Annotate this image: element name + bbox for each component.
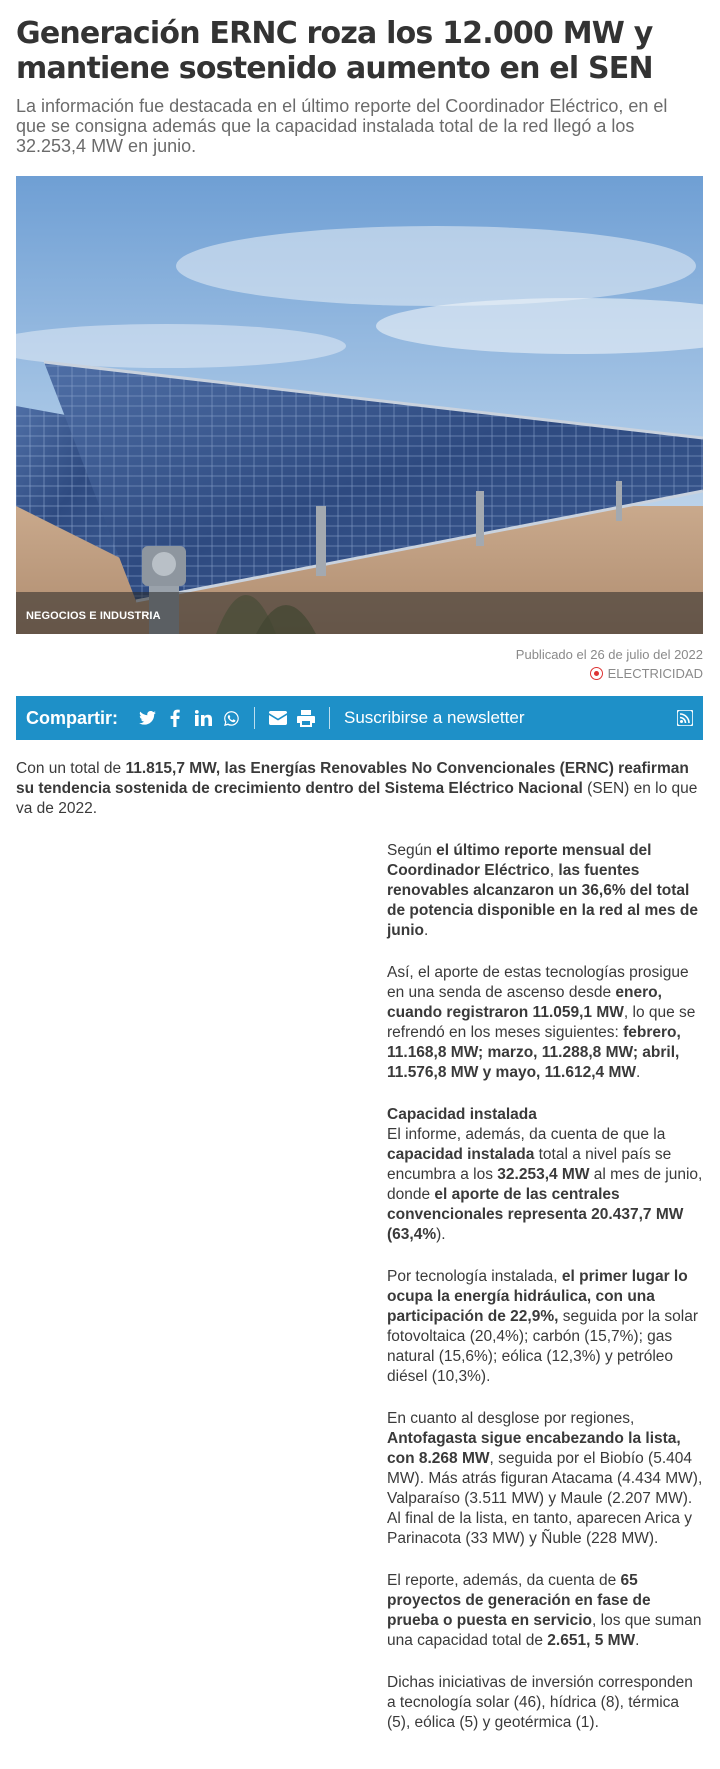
text-run: El informe, además, da cuenta de que la <box>387 1126 666 1143</box>
text-run: total a nivel país se encumbra a los <box>387 1146 672 1183</box>
body-paragraph <box>387 841 705 941</box>
bold-text: Antofagasta sigue encabezando la lista, con 8.268 MW <box>387 1430 681 1467</box>
share-bar <box>16 696 703 740</box>
text-run: . <box>635 1632 640 1649</box>
body-paragraph <box>387 1571 705 1651</box>
bold-text: el primer lugar lo ocupa la energía hidráulica, con una participación de 22,9%, <box>387 1268 688 1325</box>
twitter-icon[interactable] <box>138 709 156 727</box>
text-run: Con un total de <box>16 760 126 777</box>
body-paragraph <box>387 1105 705 1245</box>
body-paragraph <box>387 1673 705 1733</box>
category-label: ELECTRICIDAD <box>607 666 703 681</box>
rss-icon[interactable] <box>677 710 693 726</box>
text-run: Así, el aporte de estas tecnologías prosigue en una senda de ascenso desde <box>387 964 689 1001</box>
solar-panels-photo <box>16 176 703 634</box>
image-section-tag[interactable]: NEGOCIOS E INDUSTRIA <box>26 610 161 622</box>
text-run: al mes de junio, donde <box>387 1166 703 1203</box>
category-link[interactable] <box>590 666 703 681</box>
share-label: Compartir: <box>26 707 119 728</box>
share-icons <box>138 707 334 729</box>
text-run: , seguida por el Biobío (5.404 MW). Más atrás figuran Atacama (4.434 MW), Valparaíso (3.511 MW) y Maule (2.207 MW). Al final de la lista, en tanto, aparecen Arica y Parinacota (33 MW) y Ñuble (228 MW). <box>387 1450 703 1547</box>
bold-text: 2.651, 5 MW <box>547 1632 636 1649</box>
text-run: . <box>636 1064 641 1081</box>
category-dot-icon <box>590 667 603 680</box>
body-paragraph <box>387 963 705 1083</box>
bold-text: 65 proyectos de generación en fase de prueba o puesta en servicio <box>387 1572 651 1629</box>
text-run: ). <box>436 1226 446 1243</box>
text-run: , lo que se refrendó en los meses siguientes: <box>387 1004 696 1041</box>
article-subheadline: La información fue destacada en el último reporte del Coordinador Eléctrico, en el que se consigna además que la capacidad instalada total de la red llegó a los 32.253,4 MW en junio. <box>16 96 668 156</box>
linkedin-icon[interactable] <box>194 709 212 727</box>
text-run: Dichas iniciativas de inversión corresponden a tecnología solar (46), hídrica (8), térmica (5), eólica (5) y geotérmica (1). <box>387 1674 693 1731</box>
share-separator <box>329 707 330 729</box>
newsletter-link[interactable]: Suscribirse a newsletter <box>344 708 525 727</box>
text-run: . <box>424 922 429 939</box>
share-separator <box>254 707 255 729</box>
body-paragraph <box>387 1267 705 1387</box>
bold-text: febrero, 11.168,8 MW; marzo, 11.288,8 MW; abril, 11.576,8 MW y mayo, 11.612,4 MW <box>387 1024 681 1081</box>
email-icon[interactable] <box>269 709 287 727</box>
text-run: Según <box>387 842 437 859</box>
print-icon[interactable] <box>297 709 315 727</box>
bold-text: 11.815,7 MW, las Energías Renovables No Convencionales (ERNC) reafirman su tendencia sostenida de crecimiento dentro del Sistema Eléctrico Nacional <box>16 760 689 797</box>
bold-text: el aporte de las centrales convencionales representa 20.437,7 MW (63,4% <box>387 1186 684 1243</box>
bold-text: 32.253,4 MW <box>497 1166 590 1183</box>
body-paragraph <box>387 1409 705 1549</box>
bold-text: el último reporte mensual del Coordinador Eléctrico <box>387 842 652 879</box>
facebook-icon[interactable] <box>166 709 184 727</box>
hero-image <box>16 176 703 634</box>
text-run: , <box>549 862 559 879</box>
article-body <box>387 841 705 1755</box>
bold-text: las fuentes renovables alcanzaron un 36,6% del total de potencia disponible en la red al mes de junio <box>387 862 698 939</box>
text-run: , los que suman una capacidad total de <box>387 1612 702 1649</box>
text-run: seguida por la solar fotovoltaica (20,4%); carbón (15,7%); gas natural (15,6%); eólica (12,3%) y petróleo diésel (10,3%). <box>387 1308 699 1385</box>
bold-text: Capacidad instalada <box>387 1106 537 1123</box>
publish-date: Publicado el 26 de julio del 2022 <box>515 647 703 662</box>
article-lead <box>16 759 706 819</box>
article-headline: Generación ERNC roza los 12.000 MW y mantiene sostenido aumento en el SEN <box>16 16 653 86</box>
text-run: (SEN) en lo que va de 2022. <box>16 780 698 817</box>
bold-text: capacidad instalada <box>387 1146 535 1163</box>
text-run: Por tecnología instalada, <box>387 1268 562 1285</box>
whatsapp-icon[interactable] <box>222 709 240 727</box>
text-run: El reporte, además, da cuenta de <box>387 1572 621 1589</box>
text-run: En cuanto al desglose por regiones, <box>387 1410 635 1427</box>
bold-text: enero, cuando registraron 11.059,1 MW <box>387 984 662 1021</box>
